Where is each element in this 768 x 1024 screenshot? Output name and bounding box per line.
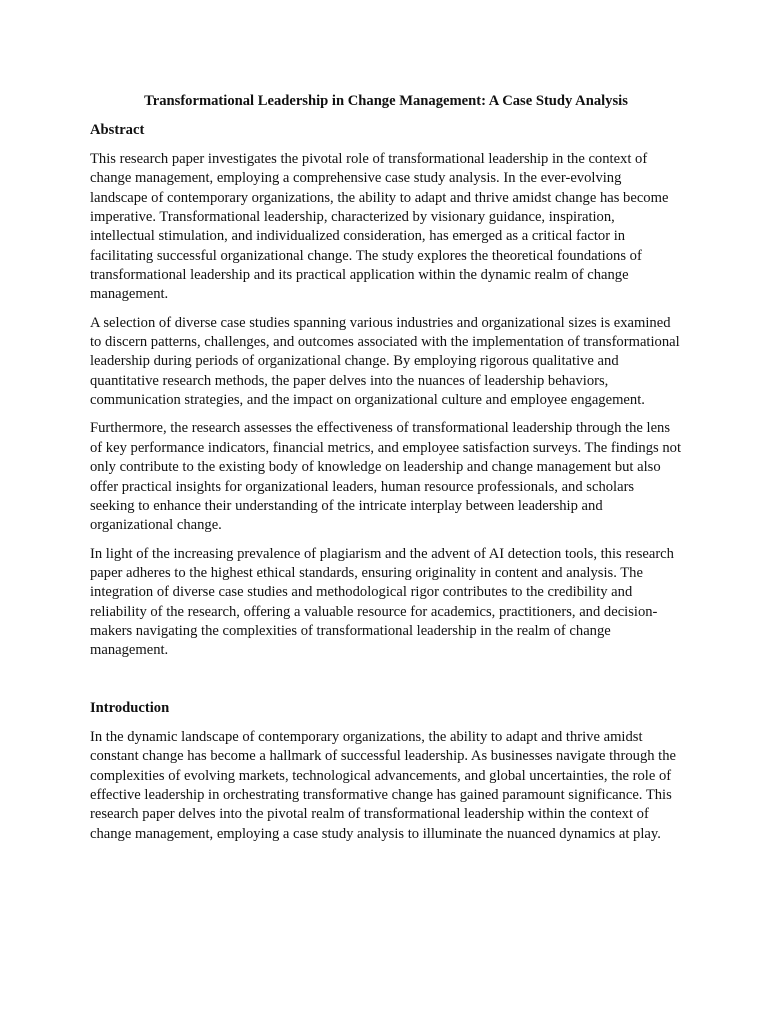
abstract-paragraph-3: Furthermore, the research assesses the effectiveness of transformational leadership through the lens of key performance indicators, financial metrics, and employee satisfaction surveys. The findings not only contribute to the existing body of knowledge on leadership and change management but also offer practical insights for organizational leaders, human resource professionals, and scholars seeking to enhance their understanding of the intricate interplay between leadership and organizational change. [90,420,681,534]
section-spacer [90,670,682,699]
document-body [90,92,682,853]
introduction-heading: Introduction [90,699,170,716]
abstract-paragraph-2: A selection of diverse case studies spanning various industries and organizational sizes is examined to discern patterns, challenges, and outcomes associated with the implementation of transformational leadership during periods of organizational change. By employing rigorous qualitative and quantitative research methods, the paper delves into the nuances of leadership behaviors, communication strategies, and the impact on organizational culture and employee engagement. [90,314,680,409]
introduction-paragraph-1: In the dynamic landscape of contemporary organizations, the ability to adapt and thrive amidst constant change has become a hallmark of successful leadership. As businesses navigate through the complexities of evolving markets, technological advancements, and global uncertainties, the role of effective leadership in orchestrating transformative change has gained paramount significance. This research paper delves into the pivotal realm of transformational leadership within the context of change management, employing a case study analysis to illuminate the nuanced dynamics at play. [90,729,677,842]
abstract-heading: Abstract [90,121,145,138]
abstract-paragraph-1: This research paper investigates the pivotal role of transformational leadership in the context of change management, employing a comprehensive case study analysis. In the ever-evolving landscape of contemporary organizations, the ability to adapt and thrive amidst change has become imperative. Transformational leadership, characterized by visionary guidance, inspiration, intellectual stimulation, and individualized consideration, has emerged as a critical factor in facilitating successful organizational change. The study explores the theoretical foundations of transformational leadership and its practical application within the dynamic realm of change management. [90,151,669,303]
document-title: Transformational Leadership in Change Management: A Case Study Analysis [144,93,628,109]
abstract-paragraph-4: In light of the increasing prevalence of plagiarism and the advent of AI detection tools, this research paper adheres to the highest ethical standards, ensuring originality in content and analysis. The integration of diverse case studies and methodological rigor contributes to the credibility and reliability of the research, offering a valuable resource for academics, practitioners, and decision-makers navigating the complexities of transformational leadership in the realm of change management. [90,545,674,659]
